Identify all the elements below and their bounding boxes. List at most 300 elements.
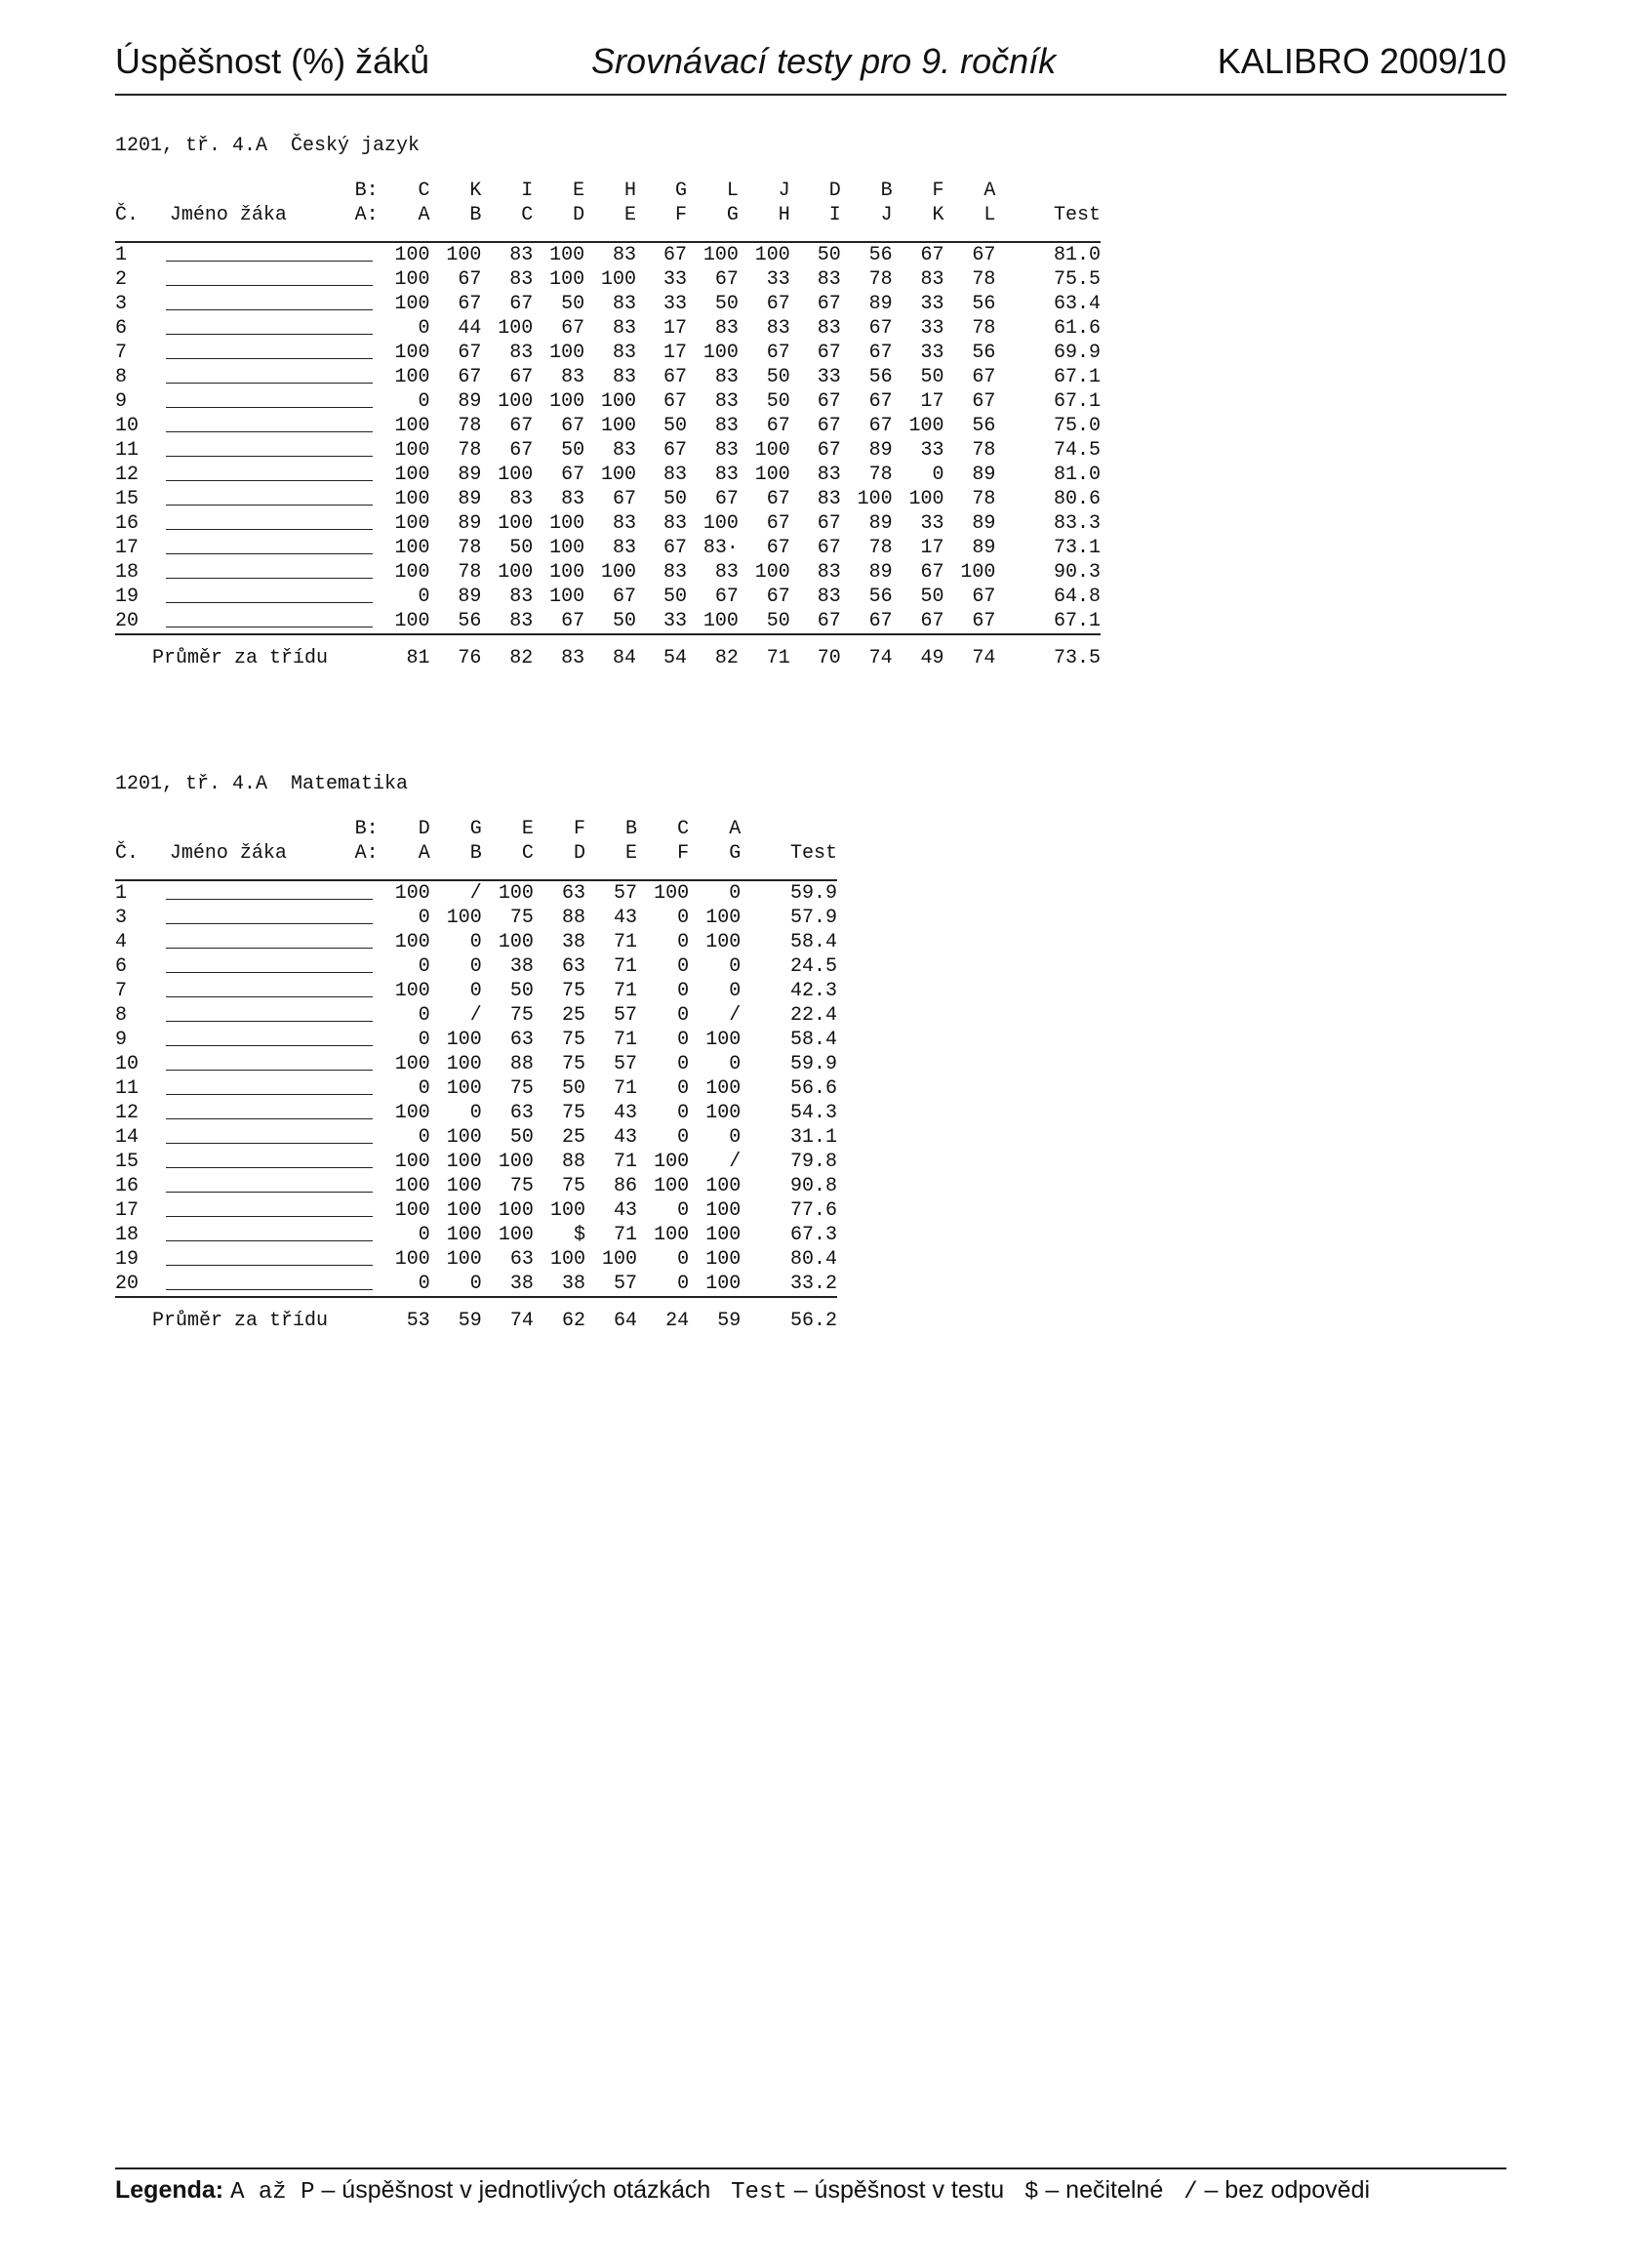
test-score-cell: 58.4 (789, 931, 837, 953)
score-cell: 67 (972, 366, 996, 388)
score-cell: 56 (972, 293, 996, 315)
score-cell: 33 (662, 610, 687, 632)
student-number: 19 (115, 586, 140, 608)
score-cell: 56 (972, 415, 996, 437)
legend-rule (115, 2167, 1506, 2169)
score-cell: 89 (868, 293, 893, 315)
score-cell: 50 (766, 610, 790, 632)
name-underline (166, 466, 373, 481)
legend-text-letters: – úspěšnost v jednotlivých otázkách (321, 2176, 711, 2204)
col-name-label: Jméno žáka (169, 204, 287, 226)
average-cell: 24 (637, 1297, 689, 1333)
col-name-label: Jméno žáka (169, 842, 287, 865)
table-row (115, 365, 1101, 389)
student-number: 12 (115, 1102, 140, 1124)
a-column-header: A (418, 204, 430, 226)
score-cell: 75 (509, 1004, 534, 1027)
score-cell: 63 (509, 1102, 534, 1124)
test-score-cell: 67.1 (1053, 390, 1101, 413)
score-cell: 83 (714, 439, 739, 462)
table-row (115, 1150, 837, 1174)
score-cell: 100 (654, 1224, 690, 1246)
student-number: 4 (115, 931, 128, 953)
name-underline (166, 885, 373, 900)
score-cell: 67 (636, 242, 687, 267)
average-cell: 59 (689, 1297, 741, 1333)
score-cell: 67 (868, 415, 893, 437)
score-cell: 100 (394, 1248, 430, 1271)
score-cell: 78 (972, 268, 996, 291)
name-underline (166, 934, 373, 949)
score-cell: 67 (920, 610, 944, 632)
name-underline (166, 442, 373, 457)
b-column-header: A (983, 180, 996, 202)
a-column-header: E (625, 842, 638, 865)
score-cell: 83 (714, 561, 739, 584)
table-row (115, 487, 1101, 511)
student-name-blank (160, 316, 379, 341)
score-cell: 25 (561, 1126, 585, 1149)
b-column-header: C (677, 818, 690, 840)
score-cell: 0 (418, 317, 430, 340)
score-cell: 67 (766, 488, 790, 510)
student-name-blank (160, 438, 379, 463)
score-cell: 0 (677, 931, 690, 953)
student-name-blank (160, 414, 379, 438)
score-cell: 83 (584, 242, 636, 267)
score-cell: 100 (394, 537, 430, 559)
student-name-blank (160, 1101, 379, 1125)
b-column-header: B (880, 180, 893, 202)
student-name-blank (160, 1052, 379, 1076)
test-score-cell: 22.4 (789, 1004, 837, 1027)
student-number: 10 (115, 1053, 140, 1075)
test-score-cell: 42.3 (789, 980, 837, 1002)
score-cell: 83 (817, 586, 841, 608)
math-section (115, 773, 837, 1407)
student-name-blank (160, 1150, 379, 1174)
score-cell: 67 (868, 610, 893, 632)
name-underline (166, 613, 373, 628)
score-cell: 50 (561, 1077, 585, 1100)
score-cell: 33 (766, 268, 790, 291)
student-number: 3 (115, 293, 128, 315)
a-column-header: C (521, 204, 534, 226)
score-cell: 100 (394, 293, 430, 315)
score-cell: 100 (687, 242, 739, 267)
table-row (115, 906, 837, 930)
score-cell: 0 (677, 1273, 690, 1295)
score-cell: 100 (498, 390, 534, 413)
score-cell: 88 (509, 1053, 534, 1075)
table-row (115, 414, 1101, 438)
score-cell: 67 (944, 242, 996, 267)
score-cell: 89 (868, 561, 893, 584)
score-cell: 100 (498, 464, 534, 486)
score-cell: 83 (509, 488, 534, 510)
score-cell: 67 (766, 586, 790, 608)
score-cell: 38 (509, 1273, 534, 1295)
czech-title: 1201, tř. 4.A Český jazyk (115, 135, 421, 157)
score-cell: 100 (446, 1199, 482, 1222)
a-column-header: C (521, 842, 534, 865)
name-underline (166, 1178, 373, 1193)
test-score-cell: 59.9 (741, 880, 837, 906)
score-cell: 63 (561, 955, 585, 978)
average-cell: 54 (636, 634, 687, 670)
student-number: 8 (115, 366, 128, 388)
score-cell: 75 (561, 1175, 585, 1197)
math-title: 1201, tř. 4.A Matematika (115, 773, 409, 795)
score-cell: 100 (705, 1077, 742, 1100)
table-row (115, 1028, 837, 1052)
score-cell: 67 (766, 512, 790, 535)
score-cell: 89 (458, 390, 482, 413)
score-cell: 0 (729, 1053, 742, 1075)
score-cell: 67 (817, 390, 841, 413)
score-cell: 38 (561, 1273, 585, 1295)
score-cell: 0 (677, 1077, 690, 1100)
score-cell: 100 (600, 415, 636, 437)
a-column-header: H (778, 204, 790, 226)
score-cell: 78 (868, 268, 893, 291)
name-underline (166, 271, 373, 286)
score-cell: 56 (458, 610, 482, 632)
score-cell: 0 (469, 1102, 482, 1124)
student-number: 8 (115, 1004, 128, 1027)
test-score-cell: 61.6 (1053, 317, 1101, 340)
score-cell: 67 (509, 366, 534, 388)
score-cell: 100 (908, 488, 944, 510)
table-row (115, 930, 837, 954)
score-cell: 0 (418, 1273, 430, 1295)
score-cell: 100 (394, 1175, 430, 1197)
score-cell: 100 (394, 488, 430, 510)
table-row (115, 1076, 837, 1101)
score-cell: 50 (509, 1126, 534, 1149)
name-underline (166, 1032, 373, 1046)
test-score-cell: 80.6 (1053, 488, 1101, 510)
average-cell: 70 (790, 634, 841, 670)
score-cell: 56 (972, 342, 996, 364)
score-cell: 100 (705, 907, 742, 929)
test-score-cell: 83.3 (1053, 512, 1101, 535)
score-cell: 67 (662, 366, 687, 388)
score-cell: 100 (600, 268, 636, 291)
score-cell: 83 (714, 415, 739, 437)
student-name-blank (160, 1003, 379, 1028)
score-cell: 89 (972, 537, 996, 559)
score-cell: 100 (394, 1053, 430, 1075)
student-name-blank (160, 365, 379, 389)
name-underline (166, 515, 373, 530)
score-cell: 88 (561, 1151, 585, 1173)
score-cell: 50 (766, 390, 790, 413)
score-cell: 67 (817, 537, 841, 559)
a-label: A: (354, 204, 379, 226)
score-cell: 56 (841, 242, 893, 267)
score-cell: 67 (766, 415, 790, 437)
score-cell: 50 (509, 980, 534, 1002)
score-cell: 71 (614, 1151, 638, 1173)
table-row (115, 463, 1101, 487)
test-score-cell: 81.0 (1053, 464, 1101, 486)
score-cell: 75 (509, 1175, 534, 1197)
score-cell: 67 (509, 439, 534, 462)
score-cell: 100 (446, 1053, 482, 1075)
average-test-cell: 56.2 (741, 1297, 837, 1333)
header-subtitle: Srovnávací testy pro 9. ročník (591, 41, 1057, 81)
name-underline (166, 418, 373, 432)
test-score-cell: 73.1 (1053, 537, 1101, 559)
score-cell: 100 (446, 1029, 482, 1051)
score-cell: 67 (817, 610, 841, 632)
student-number: 17 (115, 537, 140, 559)
score-cell: 83 (509, 610, 534, 632)
score-cell: 50 (790, 242, 841, 267)
student-number: 20 (115, 610, 140, 632)
score-cell: 67 (817, 342, 841, 364)
score-cell: 78 (458, 415, 482, 437)
score-cell: 83 (612, 537, 636, 559)
score-cell: 100 (654, 1151, 690, 1173)
header-row-b (115, 817, 837, 841)
score-cell: 100 (705, 1102, 742, 1124)
score-cell: 0 (469, 955, 482, 978)
score-cell: 71 (614, 980, 638, 1002)
table-row (115, 609, 1101, 634)
score-cell: 67 (817, 512, 841, 535)
score-cell: 100 (705, 1175, 742, 1197)
score-cell: 100 (739, 242, 790, 267)
table-row (115, 979, 837, 1003)
student-name-blank (160, 536, 379, 560)
student-name-blank (160, 1272, 379, 1297)
student-name-blank (160, 267, 379, 292)
score-cell: 100 (705, 931, 742, 953)
average-row (115, 1297, 837, 1333)
b-column-header: B (625, 818, 638, 840)
score-cell: 0 (677, 1029, 690, 1051)
score-cell: 83 (920, 268, 944, 291)
score-cell: 71 (614, 1077, 638, 1100)
test-column-header: Test (1053, 204, 1101, 226)
score-cell: 67 (458, 342, 482, 364)
test-score-cell: 90.8 (789, 1175, 837, 1197)
score-cell: 89 (972, 512, 996, 535)
score-cell: 67 (972, 586, 996, 608)
score-cell: 83 (817, 268, 841, 291)
score-cell: 100 (600, 464, 636, 486)
name-underline (166, 1080, 373, 1095)
score-cell: 67 (893, 242, 944, 267)
name-underline (166, 588, 373, 603)
score-cell: 100 (446, 1126, 482, 1149)
legend-label: Legenda: (115, 2176, 224, 2204)
score-cell: 100 (637, 880, 689, 906)
table-row (115, 1101, 837, 1125)
student-name-blank (160, 487, 379, 511)
score-cell: 67 (458, 293, 482, 315)
name-underline (166, 958, 373, 973)
score-cell: 43 (614, 1199, 638, 1222)
score-cell: 78 (458, 439, 482, 462)
student-number: 11 (115, 439, 140, 462)
score-cell: 75 (509, 907, 534, 929)
score-cell: 0 (469, 980, 482, 1002)
b-column-header: J (778, 180, 790, 202)
score-cell: 100 (394, 1151, 430, 1173)
student-number: 10 (115, 415, 140, 437)
test-score-cell: 59.9 (789, 1053, 837, 1075)
score-cell: 100 (549, 1248, 585, 1271)
score-cell: 100 (394, 980, 430, 1002)
student-number: 15 (115, 1151, 140, 1173)
score-cell: 67 (458, 366, 482, 388)
header-row-b (115, 179, 1101, 203)
table-row (115, 316, 1101, 341)
score-cell: 38 (509, 955, 534, 978)
b-label: B: (354, 818, 379, 840)
blank-cell (328, 1297, 379, 1333)
test-score-cell: 77.6 (789, 1199, 837, 1222)
score-cell: 100 (446, 1248, 482, 1271)
czech-results-table (115, 179, 1101, 670)
score-cell: 0 (689, 880, 741, 906)
score-cell: 100 (960, 561, 996, 584)
name-underline (166, 491, 373, 506)
average-cell: 83 (533, 634, 584, 670)
blank-cell (741, 817, 837, 841)
score-cell: 17 (920, 390, 944, 413)
student-number: 2 (115, 268, 128, 291)
score-cell: 100 (498, 561, 534, 584)
score-cell: $ (573, 1224, 585, 1246)
score-cell: 0 (729, 980, 742, 1002)
b-column-header: D (828, 180, 841, 202)
student-number: 1 (115, 242, 160, 267)
test-score-cell: 63.4 (1053, 293, 1101, 315)
a-column-header: I (828, 204, 841, 226)
score-cell: 67 (509, 415, 534, 437)
score-cell: 89 (458, 512, 482, 535)
table-row (115, 267, 1101, 292)
score-cell: 33 (662, 293, 687, 315)
table-row (115, 341, 1101, 365)
score-cell: 50 (509, 537, 534, 559)
score-cell: 0 (418, 390, 430, 413)
student-number: 19 (115, 1248, 140, 1271)
name-underline (166, 1276, 373, 1290)
table-row (115, 511, 1101, 536)
spacer-cell (115, 227, 1101, 242)
name-underline (166, 1251, 373, 1266)
score-cell: 71 (614, 955, 638, 978)
score-cell: 67 (766, 537, 790, 559)
score-cell: 78 (972, 488, 996, 510)
table-row (115, 1247, 837, 1272)
student-name-blank (160, 242, 379, 267)
legend-text-illegible: – nečitelné (1045, 2176, 1164, 2204)
score-cell: 50 (920, 586, 944, 608)
score-cell: 44 (458, 317, 482, 340)
score-cell: 100 (754, 561, 790, 584)
b-column-header: F (573, 818, 585, 840)
score-cell: 100 (394, 268, 430, 291)
score-cell: / (430, 880, 482, 906)
score-cell: 0 (677, 1199, 690, 1222)
score-cell: / (729, 1004, 742, 1027)
score-cell: 67 (662, 537, 687, 559)
b-column-header: G (469, 818, 482, 840)
student-number: 18 (115, 561, 140, 584)
a-column-header: F (677, 842, 690, 865)
test-score-cell: 31.1 (789, 1126, 837, 1149)
score-cell: 43 (614, 907, 638, 929)
score-cell: / (729, 1151, 742, 1173)
student-name-blank (160, 954, 379, 979)
score-cell: 100 (379, 242, 430, 267)
score-cell: 100 (705, 1029, 742, 1051)
b-column-header: I (521, 180, 534, 202)
score-cell: 83 (714, 390, 739, 413)
score-cell: 67 (561, 610, 585, 632)
spacer-cell (115, 866, 837, 880)
score-cell: 63 (509, 1248, 534, 1271)
score-cell: 100 (498, 317, 534, 340)
score-cell: 78 (868, 537, 893, 559)
score-cell: 100 (600, 561, 636, 584)
score-cell: 67 (561, 464, 585, 486)
score-cell: 83 (561, 366, 585, 388)
student-name-blank (160, 341, 379, 365)
name-underline (166, 1154, 373, 1168)
b-column-header: A (729, 818, 742, 840)
score-cell: 33 (920, 317, 944, 340)
test-score-cell: 24.5 (789, 955, 837, 978)
score-cell: 100 (498, 1151, 534, 1173)
student-number: 14 (115, 1126, 140, 1149)
name-underline (166, 320, 373, 335)
test-score-cell: 58.4 (789, 1029, 837, 1051)
score-cell: 50 (920, 366, 944, 388)
score-cell: 78 (972, 317, 996, 340)
table-row (115, 536, 1101, 560)
score-cell: 100 (705, 1199, 742, 1222)
score-cell: 83 (509, 586, 534, 608)
blank-cell (160, 817, 328, 841)
test-score-cell: 67.1 (1053, 366, 1101, 388)
score-cell: 83 (714, 464, 739, 486)
b-column-header: G (674, 180, 687, 202)
score-cell: 0 (418, 1126, 430, 1149)
score-cell: 56 (868, 586, 893, 608)
spacer-row (115, 866, 837, 880)
score-cell: 75 (509, 1077, 534, 1100)
student-name-blank (160, 1125, 379, 1150)
score-cell: 0 (469, 931, 482, 953)
col-no-label: Č. (115, 204, 140, 226)
table-row (115, 954, 837, 979)
name-underline (166, 1105, 373, 1119)
score-cell: 0 (418, 1029, 430, 1051)
legend-code-letters: A až P (230, 2179, 315, 2206)
header-row-a (115, 841, 837, 866)
score-cell: 71 (614, 1029, 638, 1051)
b-column-header: D (418, 818, 430, 840)
name-underline (166, 1007, 373, 1022)
score-cell: 67 (868, 390, 893, 413)
